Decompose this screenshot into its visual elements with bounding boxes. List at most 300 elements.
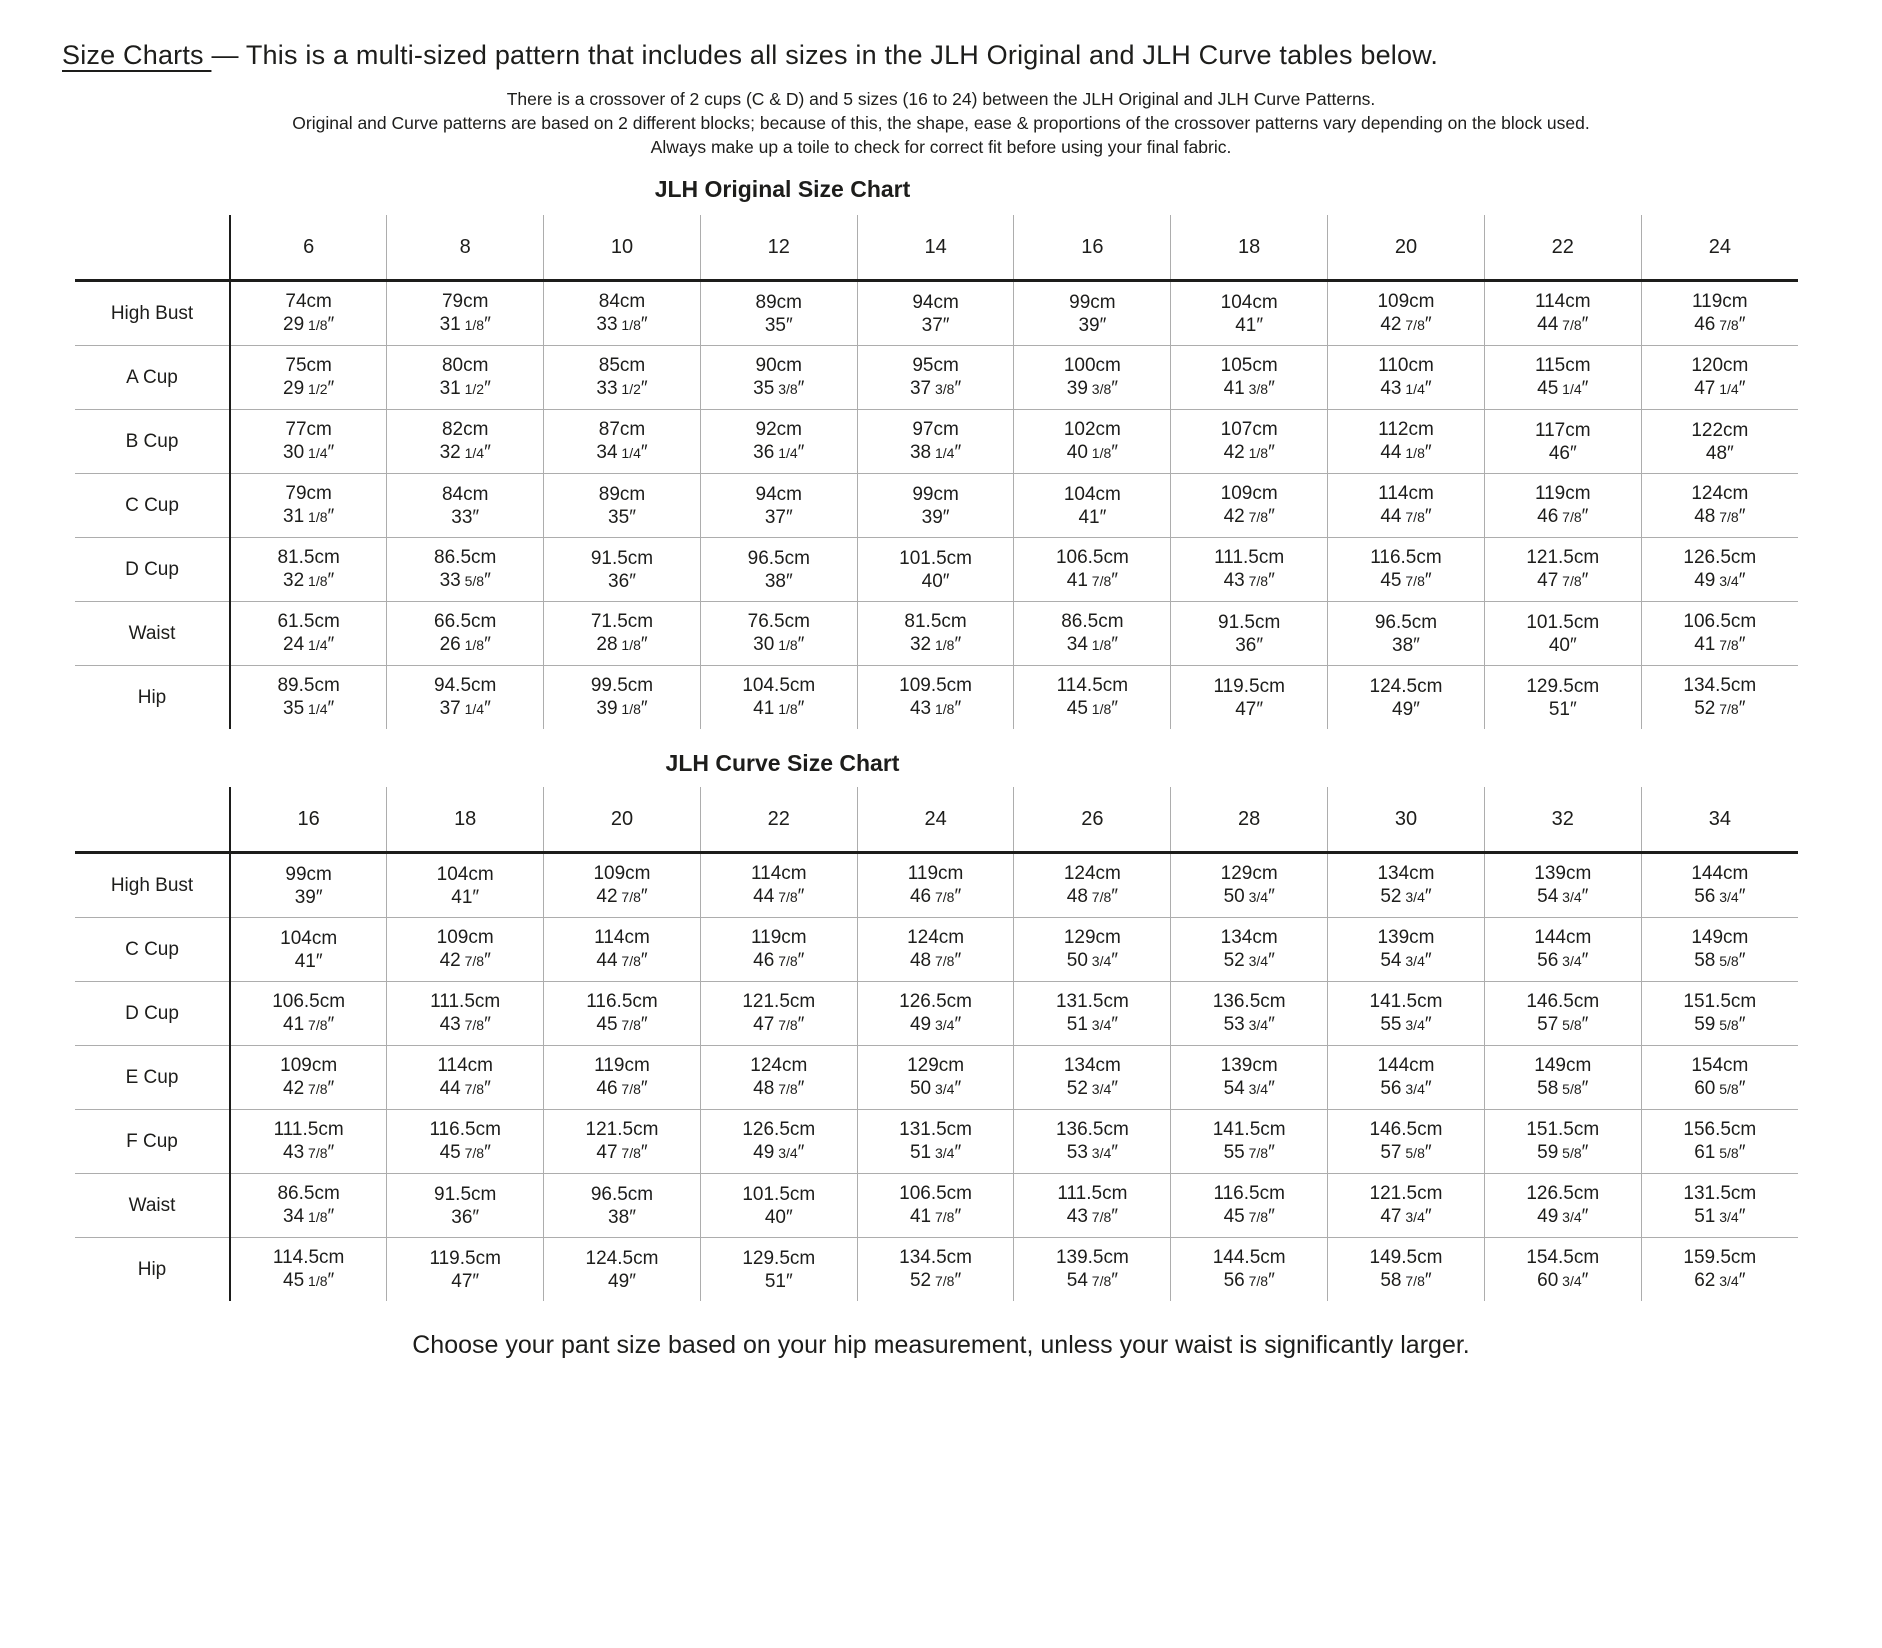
inch-value: 60 3/4″ — [1537, 1270, 1589, 1291]
size-cell — [1641, 346, 1798, 410]
size-cell — [387, 602, 544, 666]
inch-value: 41 7/8″ — [909, 1206, 962, 1227]
inch-fraction: 1/8 — [304, 509, 328, 525]
cm-value: 116.5cm — [1370, 547, 1442, 568]
inch-fraction: 1/8 — [617, 701, 641, 717]
size-cell — [857, 602, 1014, 666]
size-cell — [857, 410, 1014, 474]
measurement-row — [75, 1238, 1798, 1302]
size-column-header: 30 — [1328, 787, 1485, 853]
inch-fraction: 7/8 — [774, 1017, 798, 1033]
cm-value: 94cm — [912, 291, 959, 313]
inch-value: 39″ — [921, 506, 950, 528]
page-title — [0, 0, 1882, 71]
cm-value: 96.5cm — [747, 547, 810, 569]
inch-value: 35 1/4″ — [283, 698, 335, 719]
cm-value: 104cm — [436, 863, 494, 885]
cm-value: 111.5cm — [1214, 547, 1285, 568]
intro-notes — [159, 87, 1724, 159]
inch-value: 38″ — [608, 1206, 636, 1228]
inch-value: 54 3/4″ — [1223, 1078, 1275, 1099]
cm-value: 139.5cm — [1055, 1247, 1129, 1268]
size-cell — [544, 538, 701, 602]
inch-fraction: 1/8 — [460, 637, 485, 653]
measurement-row — [75, 602, 1798, 666]
cm-value: 119.5cm — [429, 1247, 501, 1269]
cm-value: 114cm — [750, 863, 807, 884]
size-cell — [544, 666, 701, 730]
size-cell — [1641, 1238, 1798, 1302]
cm-value: 119cm — [594, 1055, 650, 1076]
size-cell — [1014, 1238, 1171, 1302]
inch-value: 59 5/8″ — [1694, 1014, 1746, 1035]
size-cell — [1484, 281, 1641, 346]
original-size-chart-section — [0, 176, 1882, 729]
inch-fraction: 7/8 — [931, 953, 955, 969]
inch-fraction: 7/8 — [617, 953, 641, 969]
inch-fraction: 3/4 — [1401, 1081, 1425, 1097]
inch-fraction: 1/4 — [1558, 381, 1582, 397]
cm-value: 66.5cm — [434, 611, 497, 632]
size-cell — [1641, 918, 1798, 982]
cm-value: 95cm — [912, 355, 959, 376]
size-column-header: 14 — [857, 215, 1014, 281]
size-cell — [387, 410, 544, 474]
inch-fraction: 7/8 — [1715, 701, 1739, 717]
inch-value: 51 3/4″ — [1694, 1206, 1746, 1227]
size-cell — [1484, 918, 1641, 982]
inch-value: 48 7/8″ — [1066, 886, 1118, 907]
size-cell — [544, 1174, 701, 1238]
cm-value: 149cm — [1534, 1055, 1592, 1076]
inch-value: 35″ — [608, 506, 636, 528]
inch-fraction: 1/4 — [774, 445, 798, 461]
inch-value: 43 7/8″ — [1223, 570, 1275, 591]
cm-value: 106.5cm — [272, 991, 346, 1012]
size-cell — [1014, 410, 1171, 474]
inch-fraction: 1/8 — [1244, 445, 1269, 461]
inch-value: 35″ — [764, 314, 793, 336]
size-cell — [1171, 538, 1328, 602]
size-cell — [387, 1046, 544, 1110]
inch-fraction: 7/8 — [1087, 1273, 1112, 1289]
inch-value: 51 3/4″ — [909, 1142, 962, 1163]
inch-fraction: 7/8 — [460, 953, 485, 969]
cm-value: 119.5cm — [1213, 675, 1285, 697]
inch-value: 60 5/8″ — [1694, 1078, 1746, 1099]
inch-value: 40″ — [1548, 634, 1577, 656]
size-cell — [230, 1046, 387, 1110]
inch-value: 34 1/8″ — [1066, 634, 1118, 655]
size-column-header: 16 — [230, 787, 387, 853]
inch-fraction: 1/4 — [304, 637, 328, 653]
size-cell — [387, 918, 544, 982]
size-cell — [1641, 281, 1798, 346]
inch-value: 52 7/8″ — [909, 1270, 962, 1291]
inch-fraction: 7/8 — [931, 1273, 955, 1289]
cm-value: 104.5cm — [742, 675, 816, 696]
cm-value: 149cm — [1691, 927, 1749, 948]
inch-fraction: 5/8 — [460, 573, 485, 589]
size-cell — [1171, 602, 1328, 666]
cm-value: 94.5cm — [434, 675, 497, 696]
inch-value: 30 1/4″ — [283, 442, 335, 463]
inch-value: 45 7/8″ — [1380, 570, 1432, 591]
cm-value: 131.5cm — [899, 1119, 973, 1140]
inch-value: 41 1/8″ — [753, 698, 805, 719]
inch-value: 39 1/8″ — [596, 698, 648, 719]
size-cell — [700, 1174, 857, 1238]
inch-fraction: 7/8 — [1244, 509, 1269, 525]
cm-value: 105cm — [1220, 355, 1278, 376]
inch-fraction: 3/8 — [1087, 381, 1112, 397]
cm-value: 144cm — [1691, 863, 1749, 884]
size-cell — [1328, 1110, 1485, 1174]
size-cell — [1171, 1046, 1328, 1110]
cm-value: 90cm — [755, 355, 803, 376]
row-label: Hip — [75, 666, 230, 730]
inch-value: 44 7/8″ — [753, 886, 805, 907]
inch-fraction: 7/8 — [1558, 509, 1582, 525]
measurement-row — [75, 1110, 1798, 1174]
inch-value: 44 7/8″ — [1380, 506, 1432, 527]
inch-value: 26 1/8″ — [439, 634, 491, 655]
size-cell — [544, 853, 701, 918]
inch-fraction: 1/4 — [1401, 381, 1425, 397]
inch-value: 37 1/4″ — [439, 698, 491, 719]
inch-fraction: 7/8 — [774, 953, 798, 969]
size-cell — [230, 1238, 387, 1302]
size-cell — [1484, 982, 1641, 1046]
inch-value: 34 1/8″ — [283, 1206, 335, 1227]
inch-fraction: 3/4 — [774, 1145, 798, 1161]
size-cell — [1171, 1238, 1328, 1302]
cm-value: 114.5cm — [1056, 675, 1129, 696]
cm-value: 151.5cm — [1683, 991, 1757, 1012]
size-cell — [230, 281, 387, 346]
size-cell — [230, 666, 387, 730]
inch-value: 36″ — [1235, 634, 1264, 656]
size-cell — [230, 410, 387, 474]
size-cell — [230, 982, 387, 1046]
size-cell — [1014, 918, 1171, 982]
inch-value: 47 7/8″ — [753, 1014, 805, 1035]
inch-fraction: 3/4 — [1244, 953, 1269, 969]
inch-value: 55 7/8″ — [1223, 1142, 1275, 1163]
size-cell — [1641, 982, 1798, 1046]
inch-fraction: 7/8 — [617, 889, 641, 905]
inch-fraction: 1/8 — [1087, 637, 1112, 653]
inch-value: 44 7/8″ — [1537, 314, 1589, 335]
cm-value: 86.5cm — [1061, 611, 1124, 632]
row-label: B Cup — [75, 410, 230, 474]
inch-fraction: 5/8 — [1715, 1145, 1739, 1161]
inch-fraction: 5/8 — [1558, 1145, 1582, 1161]
size-cell — [1014, 1046, 1171, 1110]
size-cell — [230, 1110, 387, 1174]
inch-fraction: 5/8 — [1558, 1017, 1582, 1033]
size-column-header: 24 — [857, 787, 1014, 853]
size-cell — [700, 410, 857, 474]
inch-value: 54 7/8″ — [1066, 1270, 1118, 1291]
inch-fraction: 3/4 — [1244, 1017, 1269, 1033]
inch-fraction: 5/8 — [1558, 1081, 1582, 1097]
inch-fraction: 3/4 — [1715, 573, 1739, 589]
inch-value: 48″ — [1705, 442, 1734, 464]
cm-value: 124cm — [1691, 483, 1749, 504]
inch-fraction: 1/8 — [617, 637, 641, 653]
size-cell — [857, 346, 1014, 410]
inch-value: 51″ — [1548, 698, 1577, 720]
inch-fraction: 7/8 — [931, 1209, 955, 1225]
inch-value: 56 7/8″ — [1223, 1270, 1275, 1291]
cm-value: 91.5cm — [1218, 611, 1281, 633]
size-cell — [1328, 410, 1485, 474]
size-cell — [387, 281, 544, 346]
inch-value: 49″ — [608, 1270, 636, 1292]
inch-fraction: 1/8 — [304, 1273, 328, 1289]
size-cell — [230, 918, 387, 982]
cm-value: 139cm — [1220, 1055, 1278, 1076]
curve-chart-title: JLH Curve Size Chart — [665, 750, 900, 776]
cm-value: 139cm — [1377, 927, 1435, 948]
cm-value: 86.5cm — [434, 547, 497, 568]
cm-value: 124.5cm — [1369, 675, 1443, 697]
size-cell — [1014, 1174, 1171, 1238]
cm-value: 124.5cm — [585, 1247, 659, 1269]
inch-fraction: 3/8 — [1244, 381, 1269, 397]
cm-value: 84cm — [598, 291, 646, 312]
inch-fraction: 1/8 — [931, 701, 955, 717]
size-column-header: 16 — [1014, 215, 1171, 281]
inch-fraction: 1/2 — [460, 381, 485, 397]
inch-fraction: 7/8 — [1558, 573, 1582, 589]
inch-value: 33 1/2″ — [596, 378, 648, 399]
cm-value: 89cm — [598, 483, 646, 505]
inch-value: 56 3/4″ — [1694, 886, 1746, 907]
cm-value: 76.5cm — [747, 611, 810, 632]
size-cell — [1328, 602, 1485, 666]
cm-value: 116.5cm — [1213, 1183, 1285, 1204]
cm-value: 104cm — [1063, 483, 1121, 505]
size-cell — [387, 853, 544, 918]
size-cell — [700, 1046, 857, 1110]
size-cell — [1484, 1174, 1641, 1238]
size-column-header: 22 — [700, 787, 857, 853]
inch-value: 52 7/8″ — [1694, 698, 1746, 719]
inch-value: 41″ — [294, 950, 323, 972]
inch-value: 50 3/4″ — [1223, 886, 1275, 907]
inch-value: 44 7/8″ — [439, 1078, 491, 1099]
row-label: Hip — [75, 1238, 230, 1302]
inch-value: 48 7/8″ — [1694, 506, 1746, 527]
measurement-row — [75, 918, 1798, 982]
inch-value: 43 1/4″ — [1380, 378, 1432, 399]
size-cell — [387, 1238, 544, 1302]
size-cell — [857, 918, 1014, 982]
inch-fraction: 7/8 — [617, 1145, 641, 1161]
cm-value: 124cm — [750, 1055, 808, 1076]
inch-value: 47″ — [1235, 698, 1264, 720]
size-cell — [1328, 918, 1485, 982]
cm-value: 144.5cm — [1212, 1247, 1286, 1268]
cm-value: 136.5cm — [1212, 991, 1286, 1012]
inch-fraction: 3/4 — [1715, 1273, 1739, 1289]
inch-fraction: 7/8 — [1244, 1209, 1269, 1225]
footer-note: Choose your pant size based on your hip measurement, unless your waist is significantly larger. — [412, 1331, 1470, 1359]
inch-fraction: 7/8 — [617, 1081, 641, 1097]
inch-fraction: 1/8 — [774, 701, 798, 717]
size-cell — [1484, 1110, 1641, 1174]
row-label: A Cup — [75, 346, 230, 410]
size-cell — [544, 918, 701, 982]
inch-value: 24 1/4″ — [283, 634, 335, 655]
cm-value: 129cm — [1220, 863, 1278, 884]
inch-value: 52 3/4″ — [1223, 950, 1275, 971]
inch-fraction: 3/8 — [931, 381, 955, 397]
size-column-header: 24 — [1641, 215, 1798, 281]
size-cell — [1641, 474, 1798, 538]
inch-value: 42 7/8″ — [1223, 506, 1275, 527]
cm-value: 129cm — [907, 1055, 965, 1076]
cm-value: 119cm — [907, 863, 964, 884]
size-column-header: 20 — [1328, 215, 1485, 281]
cm-value: 119cm — [1534, 483, 1591, 504]
cm-value: 114cm — [437, 1055, 493, 1076]
inch-fraction: 1/2 — [304, 381, 328, 397]
size-column-header: 8 — [387, 215, 544, 281]
cm-value: 154.5cm — [1526, 1247, 1600, 1268]
size-cell — [544, 346, 701, 410]
inch-fraction: 7/8 — [1244, 573, 1269, 589]
size-cell — [1171, 410, 1328, 474]
row-label: F Cup — [75, 1110, 230, 1174]
cm-value: 149.5cm — [1369, 1247, 1443, 1268]
cm-value: 121.5cm — [585, 1119, 659, 1140]
size-cell — [387, 1110, 544, 1174]
inch-value: 42 7/8″ — [596, 886, 648, 907]
row-label: C Cup — [75, 918, 230, 982]
size-cell — [857, 1174, 1014, 1238]
page-title-lead: Size Charts — [62, 40, 212, 70]
inch-fraction: 7/8 — [460, 1081, 485, 1097]
inch-value: 29 1/2″ — [283, 378, 335, 399]
inch-value: 29 1/8″ — [283, 314, 335, 335]
cm-value: 134cm — [1220, 927, 1278, 948]
cm-value: 154cm — [1691, 1055, 1749, 1076]
inch-value: 55 3/4″ — [1380, 1014, 1432, 1035]
size-cell — [1641, 538, 1798, 602]
cm-value: 100cm — [1063, 355, 1121, 376]
cm-value: 82cm — [441, 419, 489, 440]
inch-fraction: 7/8 — [460, 1017, 485, 1033]
size-cell — [387, 1174, 544, 1238]
inch-value: 46″ — [1548, 442, 1577, 464]
inch-value: 61 5/8″ — [1694, 1142, 1746, 1163]
inch-fraction: 1/4 — [931, 445, 955, 461]
inch-value: 54 3/4″ — [1380, 950, 1432, 971]
size-column-header: 18 — [1171, 215, 1328, 281]
cm-value: 61.5cm — [277, 611, 340, 632]
cm-value: 134cm — [1377, 863, 1435, 884]
cm-value: 111.5cm — [430, 991, 501, 1012]
size-cell — [700, 602, 857, 666]
inch-fraction: 1/4 — [304, 445, 328, 461]
cm-value: 102cm — [1063, 419, 1121, 440]
inch-value: 49 3/4″ — [1694, 570, 1746, 591]
size-cell — [1641, 602, 1798, 666]
inch-value: 41″ — [451, 886, 480, 908]
size-cell — [700, 1238, 857, 1302]
size-cell — [387, 474, 544, 538]
inch-fraction: 1/8 — [617, 317, 641, 333]
cm-value: 114.5cm — [272, 1247, 345, 1268]
intro-line-2: Original and Curve patterns are based on 2 different blocks; because of this, the shape, ease & proportions of the crossover patterns vary depending on the block used. — [292, 113, 1590, 133]
cm-value: 129.5cm — [1526, 675, 1600, 697]
inch-value: 31 1/8″ — [439, 314, 491, 335]
size-cell — [1014, 982, 1171, 1046]
inch-value: 48 7/8″ — [753, 1078, 805, 1099]
row-label: Waist — [75, 602, 230, 666]
cm-value: 89cm — [755, 291, 803, 313]
cm-value: 144cm — [1534, 927, 1592, 948]
row-label: E Cup — [75, 1046, 230, 1110]
inch-value: 49 3/4″ — [909, 1014, 962, 1035]
inch-value: 54 3/4″ — [1537, 886, 1589, 907]
size-cell — [544, 1238, 701, 1302]
cm-value: 80cm — [441, 355, 489, 376]
size-cell — [387, 538, 544, 602]
size-cell — [544, 982, 701, 1046]
size-cell — [700, 853, 857, 918]
inch-fraction: 5/8 — [1401, 1145, 1425, 1161]
size-cell — [230, 1174, 387, 1238]
inch-fraction: 7/8 — [617, 1017, 641, 1033]
inch-fraction: 1/8 — [460, 317, 485, 333]
inch-fraction: 7/8 — [774, 1081, 798, 1097]
size-column-header: 32 — [1484, 787, 1641, 853]
inch-value: 49 3/4″ — [753, 1142, 805, 1163]
inch-fraction: 7/8 — [1244, 1273, 1269, 1289]
inch-value: 40 1/8″ — [1066, 442, 1118, 463]
inch-fraction: 3/4 — [1401, 1017, 1425, 1033]
inch-value: 39″ — [1078, 314, 1107, 336]
size-cell — [230, 602, 387, 666]
cm-value: 134.5cm — [899, 1247, 973, 1268]
inch-value: 49″ — [1392, 698, 1420, 720]
size-cell — [1014, 538, 1171, 602]
inch-value: 34 1/4″ — [596, 442, 648, 463]
size-cell — [1328, 281, 1485, 346]
inch-value: 41 7/8″ — [283, 1014, 335, 1035]
inch-fraction: 7/8 — [1715, 637, 1739, 653]
corner-cell — [75, 215, 230, 281]
inch-fraction: 7/8 — [1244, 1145, 1269, 1161]
size-cell — [1171, 281, 1328, 346]
inch-value: 37 3/8″ — [909, 378, 962, 399]
size-cell — [1328, 1046, 1485, 1110]
measurement-row — [75, 346, 1798, 410]
inch-fraction: 7/8 — [774, 889, 798, 905]
inch-fraction: 7/8 — [1558, 317, 1582, 333]
row-label: D Cup — [75, 538, 230, 602]
inch-value: 50 3/4″ — [909, 1078, 962, 1099]
inch-value: 46 7/8″ — [753, 950, 805, 971]
cm-value: 134.5cm — [1683, 675, 1757, 696]
measurement-row — [75, 1174, 1798, 1238]
cm-value: 106.5cm — [1683, 611, 1757, 632]
size-cell — [1014, 281, 1171, 346]
